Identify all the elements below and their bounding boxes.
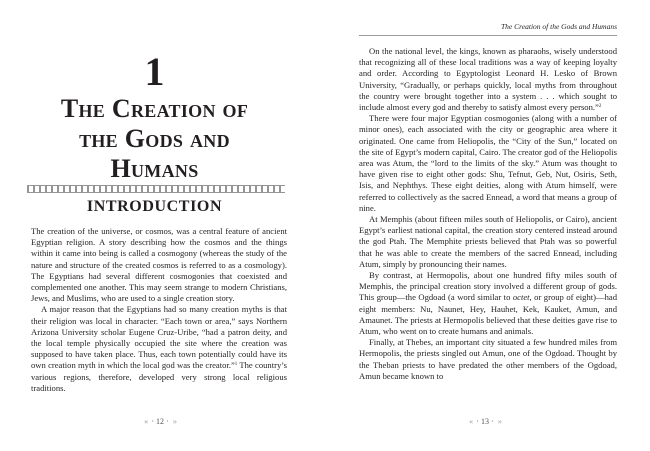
folio-ornament-right: ›› (172, 417, 176, 426)
right-paragraph-4-b: , or group of eight)—had eight members: Nu, Naunet, Hey, Hauhet, Kek, Kauket, Amun, and Amaunet. The priests at Hermopolis believed that these deities gave rise to Atum, who went on to create humans and animals. (359, 292, 618, 337)
right-paragraph-4-a: By contrast, at Hermopolis, about one hundred fifty miles south of Memphis, the principal creation story involved a different group of gods. This group—the Ogdoad (a word similar to (359, 270, 617, 303)
chapter-title-line-3: Humans (110, 154, 199, 183)
chapter-number: 1 (144, 49, 165, 94)
chapter-title (22, 94, 287, 184)
left-paragraph-2-tail: The country’s various regions, therefore, developed very strong local religious traditions. (31, 360, 287, 393)
left-body-text (31, 226, 287, 394)
page-number-12: 12 (156, 417, 164, 426)
endnote-marker-2: 2 (598, 104, 602, 110)
page-number-13: 13 (481, 417, 489, 426)
chapter-title-line-1: The Creation of (60, 94, 249, 123)
right-page (325, 0, 650, 451)
folio-left: ‹‹ · 12 · ›› (144, 417, 176, 426)
right-paragraph-4-italic: octet (512, 292, 530, 303)
folio-ornament-left: ‹‹ (144, 417, 148, 426)
endnote-marker-1: 1 (234, 362, 238, 368)
folio-ornament-right: ›› (497, 417, 501, 426)
right-paragraph-1-text: On the national level, the kings, known as pharaohs, wisely understood that recognizing all of these local traditions was a way of keeping loyalty and order. According to Egyptologist Leonard H. Lesko of Brown University, “Gradually, or perhaps quickly, local myths from throughout the country were brought together into a system . . . which sought to include almost every god and thereby to satisfy almost every person.” (359, 46, 617, 113)
chapter-title-line-2: the Gods and (79, 124, 230, 153)
right-paragraph-5: Finally, at Thebes, an important city situated a few hundred miles from Hermopolis, the priests singled out Amun, one of the Ogdoad. Thought by the Theban priests to have predated the other members of the Ogdoad, Amun became known to (359, 337, 617, 381)
folio-right: ‹‹ · 13 · ›› (469, 417, 501, 426)
left-paragraph-2-text: A major reason that the Egyptians had so many creation myths is that their religion was local in character. “Each town or area,” says Northern Arizona University scholar Eugene Cruz-Uribe, “had a patron deity, and the local temple physically occupied the site where the creation was supposed to have taken place. Thus, each town potentially could have its own creation myth in which the local god was the creator.” (31, 304, 287, 371)
ornamental-divider (27, 185, 285, 193)
right-paragraph-4 (359, 270, 617, 337)
folio-ornament-left: ‹‹ (469, 417, 473, 426)
right-paragraph-2: There were four major Egyptian cosmogonies (along with a number of minor ones), each associated with the city or geographic area where it originated. One came from Heliopolis, the “City of the Sun,” located on the site of Egypt’s modern capital, Cairo. The creator god of the Heliopolis area was Atum, the “lord to the limits of the sky.” Atum was thought to have given rise to eight other gods: Shu, Tefnut, Geb, Nut, Osiris, Seth, Isis, and Nephthys. These eight deities, along with Atum himself, were referred to collectively as the sacred Ennead, a word that means a group of nine. (359, 113, 617, 213)
left-paragraph-2 (31, 304, 287, 394)
section-heading: INTRODUCTION (86, 198, 223, 215)
right-body-text (359, 46, 617, 382)
running-head: The Creation of the Gods and Humans (359, 22, 617, 36)
left-paragraph-1: The creation of the universe, or cosmos, was a central feature of ancient Egyptian religion. A story describing how the cosmos and the things within it came into being is called a cosmogony (whereas the study of the nature and structure of the created cosmos is referred to as a cosmology). The Egyptians had several different cosmogonies that coexisted and complemented one another. This may seem strange to modern Christians, Jews, and Muslims, who are used to a single creation story. (31, 226, 287, 304)
right-paragraph-3: At Memphis (about fifteen miles south of Heliopolis, or Cairo), ancient Egypt’s earliest national capital, the creation story centered instead around the god Ptah. The Memphite priests believed that Ptah was so powerful that he was able to create the members of the sacred Ennead, including Atum, simply by pronouncing their names. (359, 214, 617, 269)
right-paragraph-1 (359, 46, 617, 113)
